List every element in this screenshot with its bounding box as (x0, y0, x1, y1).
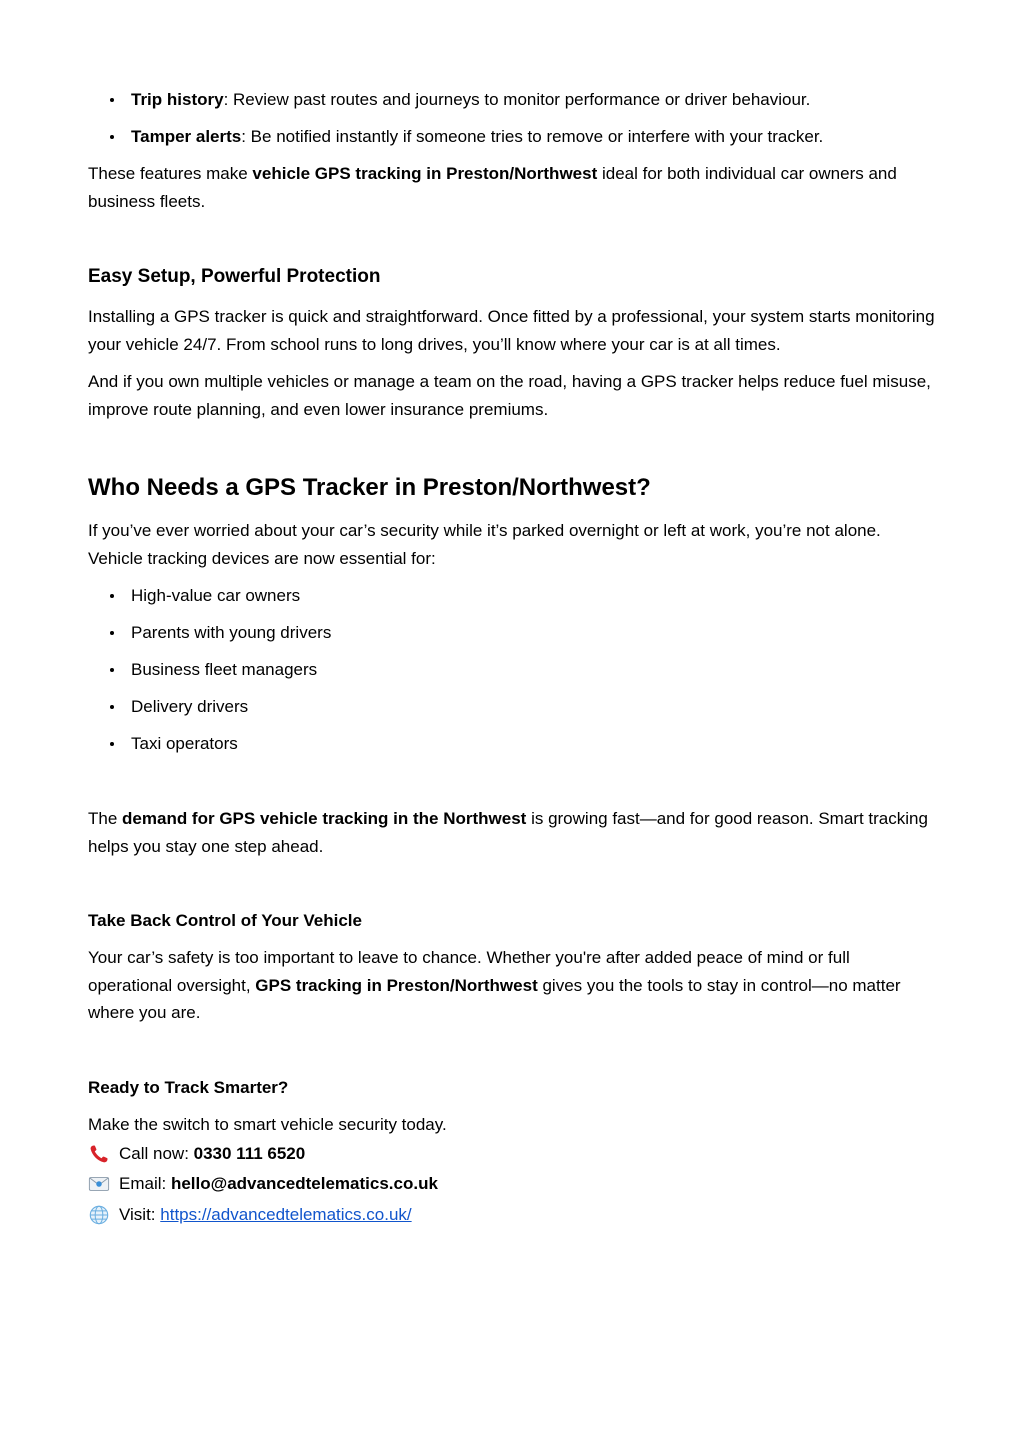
demand-paragraph (88, 805, 938, 860)
bullet-icon (110, 668, 114, 672)
list-item (88, 123, 938, 150)
bullet-icon (110, 594, 114, 598)
control-paragraph (88, 944, 938, 1027)
setup-paragraph-2: And if you own multiple vehicles or manage a team on the road, having a GPS tracker helps reduce fuel misuse, improve route planning, and even lower insurance premiums. (88, 372, 931, 419)
demand-bold: demand for GPS vehicle tracking in the Northwest (122, 809, 527, 828)
list-item (88, 582, 938, 609)
demand-text-end: is growing fast—and for good reason. Smart tracking helps you stay one step ahead. (88, 809, 928, 856)
list-item (88, 730, 938, 757)
list-item (88, 656, 938, 683)
list-item (88, 86, 938, 113)
feature-term: Trip history (131, 90, 224, 109)
cta-heading: Ready to Track Smarter? (88, 1078, 289, 1097)
who-heading: Who Needs a GPS Tracker in Preston/Northwest? (88, 474, 651, 501)
bullet-icon (110, 742, 114, 746)
setup-paragraph-1: Installing a GPS tracker is quick and straightforward. Once fitted by a professional, your system starts monitoring your vehicle 24/7. From school runs to long drives, you’ll know where your car is at all times. (88, 307, 935, 354)
list-item-text: Delivery drivers (131, 697, 249, 716)
summary-text-end: ideal for both individual car owners and business fleets. (88, 164, 897, 211)
email-address[interactable]: hello@advancedtelematics.co.uk (170, 1174, 438, 1193)
who-list (88, 582, 938, 757)
list-item-text: Taxi operators (131, 734, 238, 753)
features-summary (88, 160, 938, 215)
bullet-icon (110, 631, 114, 635)
feature-desc: : Review past routes and journeys to monitor performance or driver behaviour. (223, 90, 811, 109)
feature-term: Tamper alerts (131, 127, 242, 146)
phone-number[interactable]: 0330 111 6520 (193, 1144, 306, 1163)
summary-bold: vehicle GPS tracking in Preston/Northwest (252, 164, 598, 183)
feature-desc: : Be notified instantly if someone tries to remove or interfere with your tracker. (241, 127, 824, 146)
control-heading: Take Back Control of Your Vehicle (88, 911, 362, 930)
globe-icon (88, 1204, 110, 1226)
email-line (88, 1171, 438, 1197)
website-line (88, 1202, 412, 1228)
bullet-icon (110, 705, 114, 709)
phone-line (88, 1141, 305, 1167)
telephone-receiver-icon (88, 1143, 110, 1165)
website-link[interactable]: https://advancedtelematics.co.uk/ (160, 1205, 412, 1224)
control-bold: GPS tracking in Preston/Northwest (255, 975, 538, 995)
list-item-text: Business fleet managers (131, 660, 318, 679)
summary-text: These features make (88, 164, 253, 183)
bullet-icon (110, 135, 114, 139)
envelope-icon (88, 1173, 110, 1195)
phone-label: Call now: (119, 1144, 194, 1163)
control-text-end: gives you the tools to stay in control—no matter where you are. (88, 975, 901, 1022)
features-list (88, 86, 938, 150)
email-label: Email: (119, 1174, 171, 1193)
demand-text: The (88, 809, 123, 828)
list-item-text: Parents with young drivers (131, 623, 332, 642)
website-label: Visit: (119, 1205, 161, 1224)
list-item-text: High-value car owners (131, 586, 301, 605)
cta-intro: Make the switch to smart vehicle security today. (88, 1115, 447, 1134)
control-text: Your car’s safety is too important to leave to chance. Whether you're after added peace of mind or full operational oversight, (88, 948, 850, 995)
bullet-icon (110, 98, 114, 102)
who-intro: If you’ve ever worried about your car’s security while it’s parked overnight or left at work, you’re not alone. Vehicle tracking devices are now essential for: (88, 521, 881, 568)
setup-heading: Easy Setup, Powerful Protection (88, 266, 381, 287)
list-item (88, 619, 938, 646)
list-item (88, 693, 938, 720)
